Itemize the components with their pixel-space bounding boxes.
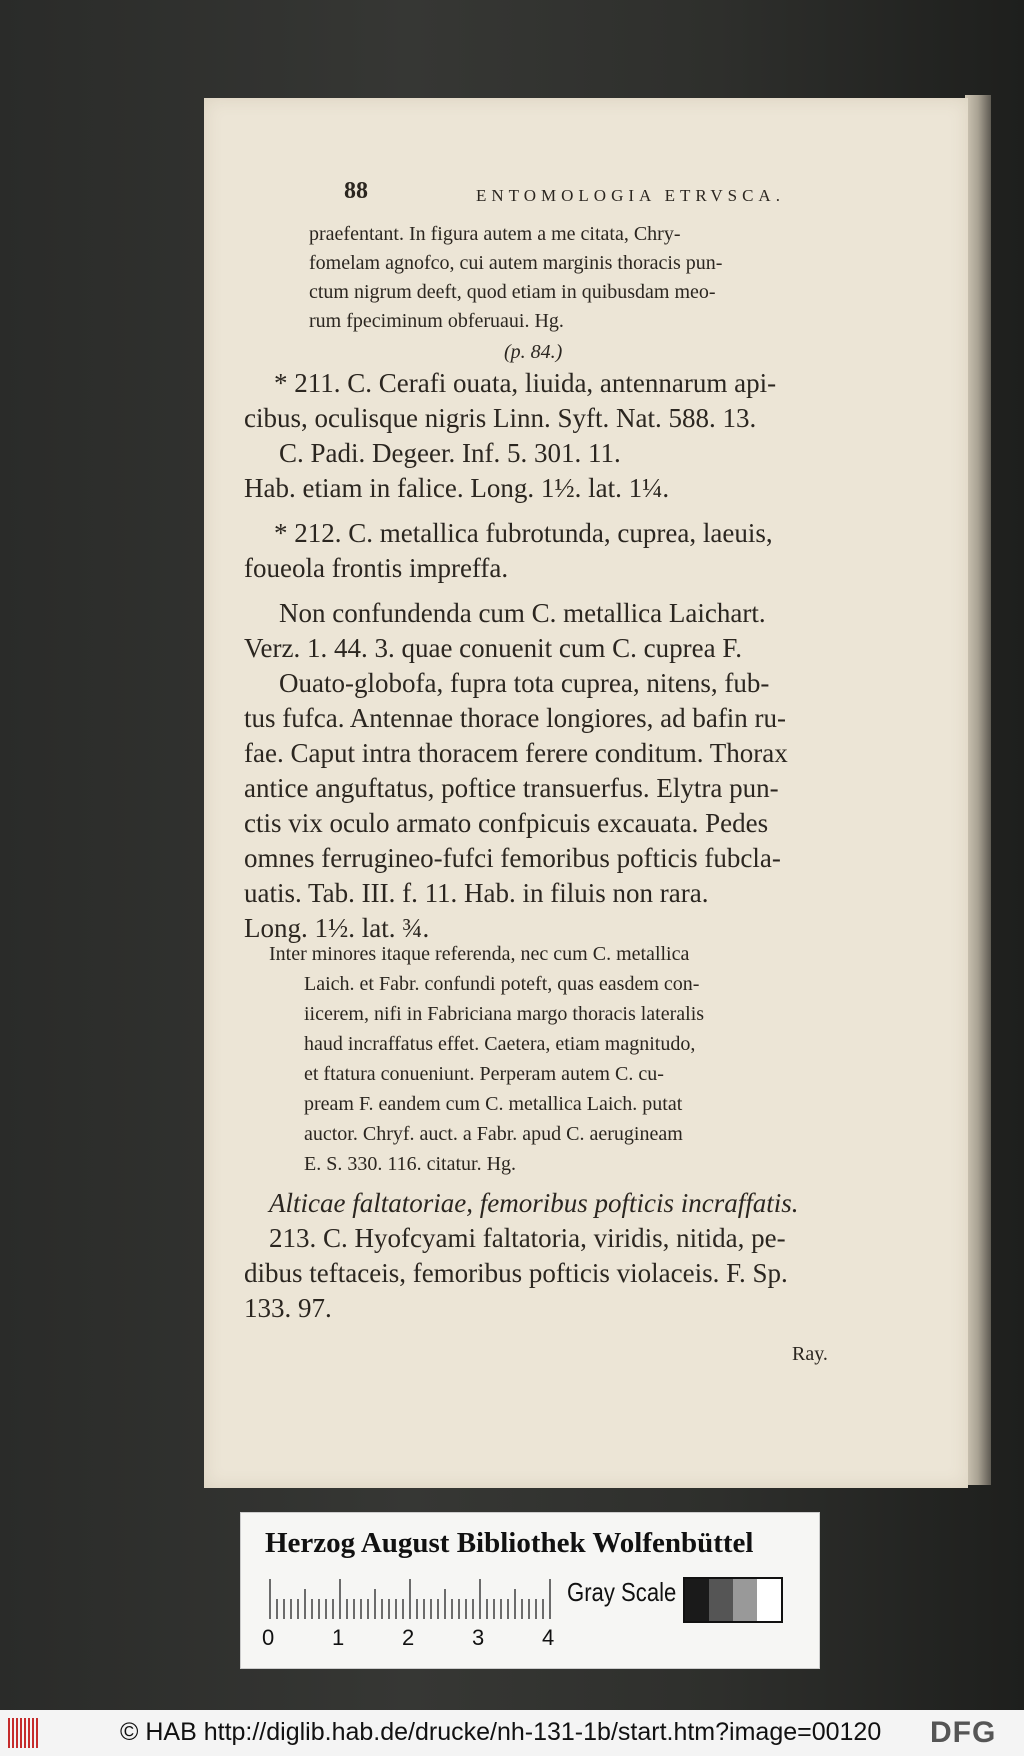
text-line: rum fpeciminum obferuaui. Hg. — [309, 310, 564, 332]
book-page — [204, 98, 968, 1488]
text-line: Hab. etiam in falice. Long. 1½. lat. 1¼. — [244, 473, 670, 503]
text-line: fomelam agnofco, cui autem marginis thoracis pun- — [309, 252, 723, 274]
gray-scale-bar — [683, 1577, 783, 1623]
text-line: uatis. Tab. III. f. 11. Hab. in filuis non rara. — [244, 878, 709, 908]
text-line: dibus teftaceis, femoribus pofticis violaceis. F. Sp. — [244, 1258, 788, 1288]
ruler-scale — [265, 1575, 555, 1619]
gray-swatch — [709, 1579, 733, 1621]
text-line: ctum nigrum deeft, quod etiam in quibusdam meo- — [309, 281, 716, 303]
text-line: cibus, oculisque nigris Linn. Syft. Nat. 588. 13. — [244, 403, 757, 433]
text-line: Inter minores itaque referenda, nec cum C. metallica — [269, 943, 690, 965]
text-line: Ray. — [792, 1343, 828, 1365]
text-line: iicerem, nifi in Fabriciana margo thoracis lateralis — [304, 1003, 705, 1025]
gray-swatch — [757, 1579, 781, 1621]
text-line: * 212. C. metallica fubrotunda, cuprea, laeuis, — [274, 518, 773, 548]
text-line: 213. C. Hyofcyami faltatoria, viridis, nitida, pe- — [269, 1223, 786, 1253]
text-line: Non confundenda cum C. metallica Laichart. — [279, 598, 766, 628]
text-line: E. S. 330. 116. citatur. Hg. — [304, 1153, 517, 1175]
ruler-number: 2 — [402, 1625, 415, 1650]
ruler-number: 1 — [332, 1625, 345, 1650]
text-line: praefentant. In figura autem a me citata, Chry- — [309, 223, 681, 245]
page-edge — [965, 95, 991, 1485]
library-name: Herzog August Bibliothek Wolfenbüttel — [265, 1527, 754, 1559]
text-line: C. Padi. Degeer. Inf. 5. 301. 11. — [279, 438, 621, 468]
gray-swatch — [733, 1579, 757, 1621]
text-line: et ftatura conueniunt. Perperam autem C. cu- — [304, 1063, 664, 1085]
gray-swatch — [685, 1579, 709, 1621]
footer-bar — [0, 1710, 1024, 1756]
gray-scale-label: Gray Scale — [567, 1577, 677, 1607]
ruler-number: 3 — [472, 1625, 485, 1650]
text-line: tus fufca. Antennae thorace longiores, ad bafin ru- — [244, 703, 787, 733]
ruler-number: 4 — [542, 1625, 555, 1650]
text-line: omnes ferrugineo-fufci femoribus pofticis fubcla- — [244, 843, 781, 873]
text-line: Laich. et Fabr. confundi poteft, quas easdem con- — [304, 973, 700, 995]
text-line: haud incraffatus effet. Caetera, etiam magnitudo, — [304, 1033, 696, 1055]
page-number: 88 — [344, 178, 368, 204]
dfg-logo: DFG — [930, 1716, 997, 1749]
barcode-icon — [8, 1718, 48, 1748]
ruler-number: 0 — [262, 1625, 275, 1650]
text-line: Ouato-globofa, fupra tota cuprea, nitens, fub- — [279, 668, 770, 698]
text-line: Verz. 1. 44. 3. quae conuenit cum C. cuprea F. — [244, 633, 742, 663]
library-label-card — [240, 1512, 820, 1669]
text-line: ctis vix oculo armato confpicuis excauata. Pedes — [244, 808, 769, 838]
text-line: 133. 97. — [244, 1293, 332, 1323]
text-line: foueola frontis impreffa. — [244, 553, 509, 583]
text-line: fae. Caput intra thoracem ferere conditum. Thorax — [244, 738, 788, 768]
running-head: ENTOMOLOGIA ETRVSCA. — [476, 186, 785, 205]
text-line: Long. 1½. lat. ¾. — [244, 913, 430, 943]
text-line: * 211. C. Cerafi ouata, liuida, antennarum api- — [274, 368, 777, 398]
source-url[interactable]: © HAB http://diglib.hab.de/drucke/nh-131-1b/start.htm?image=00120 — [120, 1718, 882, 1746]
text-line: (p. 84.) — [504, 341, 563, 363]
text-line: antice anguftatus, poftice transuerfus. Elytra pun- — [244, 773, 779, 803]
text-line: Alticae faltatoriae, femoribus pofticis incraffatis. — [269, 1188, 799, 1218]
text-line: pream F. eandem cum C. metallica Laich. putat — [304, 1093, 683, 1115]
text-line: auctor. Chryf. auct. a Fabr. apud C. aerugineam — [304, 1123, 683, 1145]
